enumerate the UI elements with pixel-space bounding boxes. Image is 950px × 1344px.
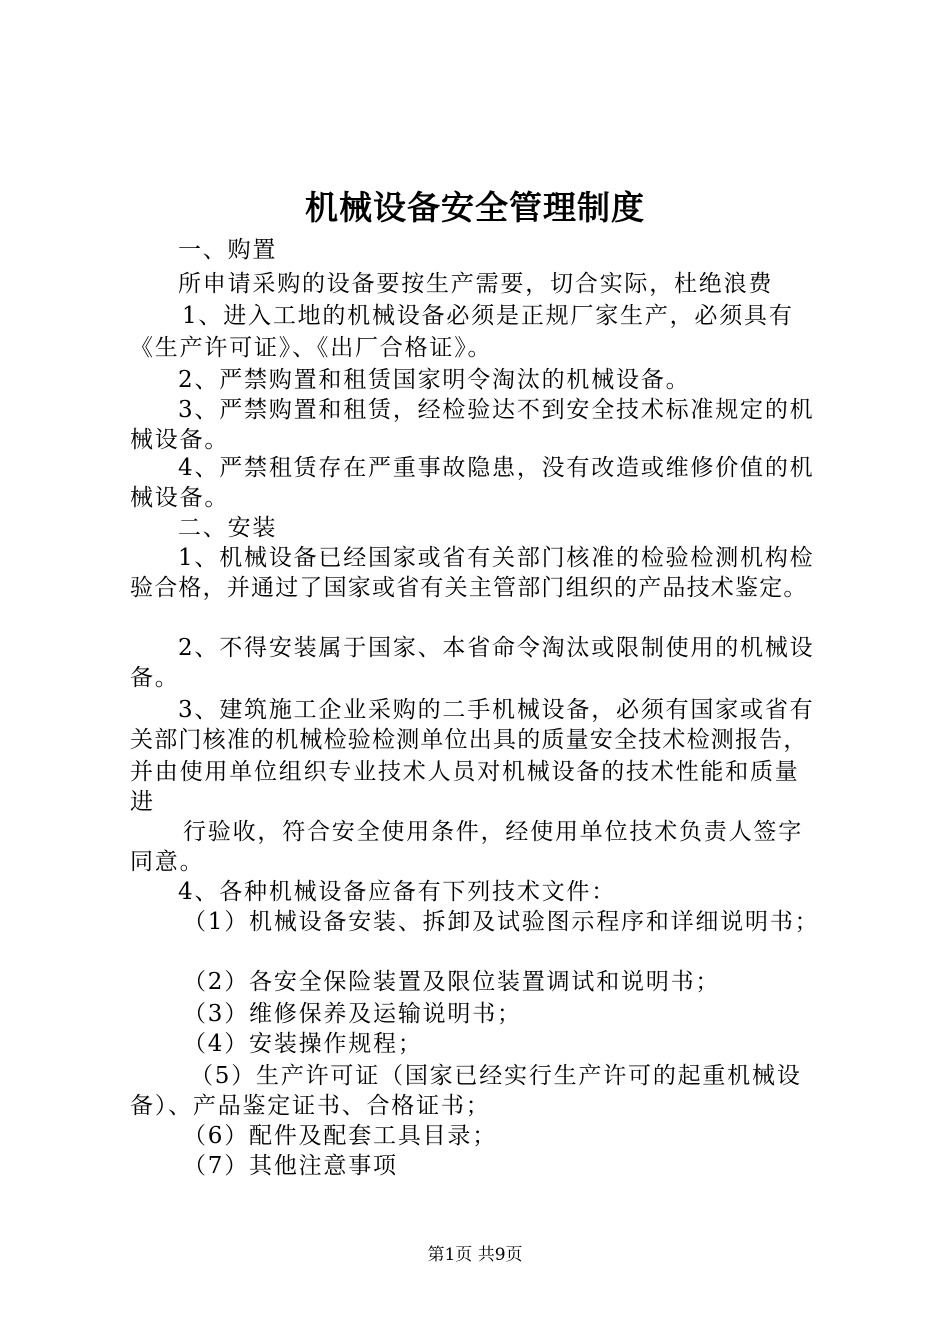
paragraph-line: 1、进入工地的机械设备必须是正规厂家生产，必须具有 — [182, 303, 794, 329]
paragraph-line: 4、严禁租赁存在严重事故隐患，没有改造或维修价值的机 — [178, 455, 815, 481]
paragraph-line: 1、机械设备已经国家或省有关部门核准的检验检测机构检 — [178, 545, 815, 571]
paragraph-line: 4、各种机械设备应备有下列技术文件： — [178, 879, 617, 905]
paragraph-line: 3、建筑施工企业采购的二手机械设备，必须有国家或省有 — [178, 697, 815, 723]
paragraph-line: 验合格，并通过了国家或省有关主管部门组织的产品技术鉴定。 — [130, 575, 808, 601]
paragraph-line: 关部门核准的机械检验检测单位出具的质量安全技术检测报告， — [130, 727, 808, 753]
document-title: 机械设备安全管理制度 — [305, 188, 645, 227]
paragraph-line: 《生产许可证》、《出厂合格证》。 — [130, 335, 493, 361]
paragraph-line: 所申请采购的设备要按生产需要，切合实际，杜绝浪费 — [178, 271, 774, 297]
paragraph-line: 进 — [130, 789, 155, 815]
list-item: （1）机械设备安装、拆卸及试验图示程序和详细说明书； — [183, 909, 820, 935]
list-item: （4）安装操作规程； — [183, 1031, 423, 1057]
list-item: （2）各安全保险装置及限位装置调试和说明书； — [183, 969, 721, 995]
section-heading-install: 二、安装 — [178, 515, 278, 541]
list-item: （7）其他注意事项 — [183, 1153, 398, 1179]
paragraph-line: 3、严禁购置和租赁，经检验达不到安全技术标准规定的机 — [178, 397, 815, 423]
list-item: （6）配件及配套工具目录； — [183, 1123, 498, 1149]
paragraph-line: 械设备。 — [130, 485, 230, 511]
section-heading-purchase: 一、购置 — [178, 237, 278, 263]
paragraph-line: 2、严禁购置和租赁国家明令淘汰的机械设备。 — [178, 367, 691, 393]
paragraph-line: 械设备。 — [130, 427, 230, 453]
list-item: 备）、产品鉴定证书、合格证书； — [130, 1093, 491, 1119]
paragraph-line: 备。 — [130, 665, 180, 691]
paragraph-line: 并由使用单位组织专业技术人员对机械设备的技术性能和质量 — [130, 759, 800, 785]
paragraph-line: 行验收，符合安全使用条件，经使用单位技术负责人签字 — [183, 819, 803, 845]
paragraph-line: 同意。 — [130, 849, 205, 875]
page-number: 第1页 共9页 — [427, 1245, 523, 1265]
list-item: （3）维修保养及运输说明书； — [183, 1001, 522, 1027]
paragraph-line: 2、不得安装属于国家、本省命令淘汰或限制使用的机械设 — [178, 635, 815, 661]
list-item: （5）生产许可证（国家已经实行生产许可的起重机械设 — [190, 1063, 802, 1089]
